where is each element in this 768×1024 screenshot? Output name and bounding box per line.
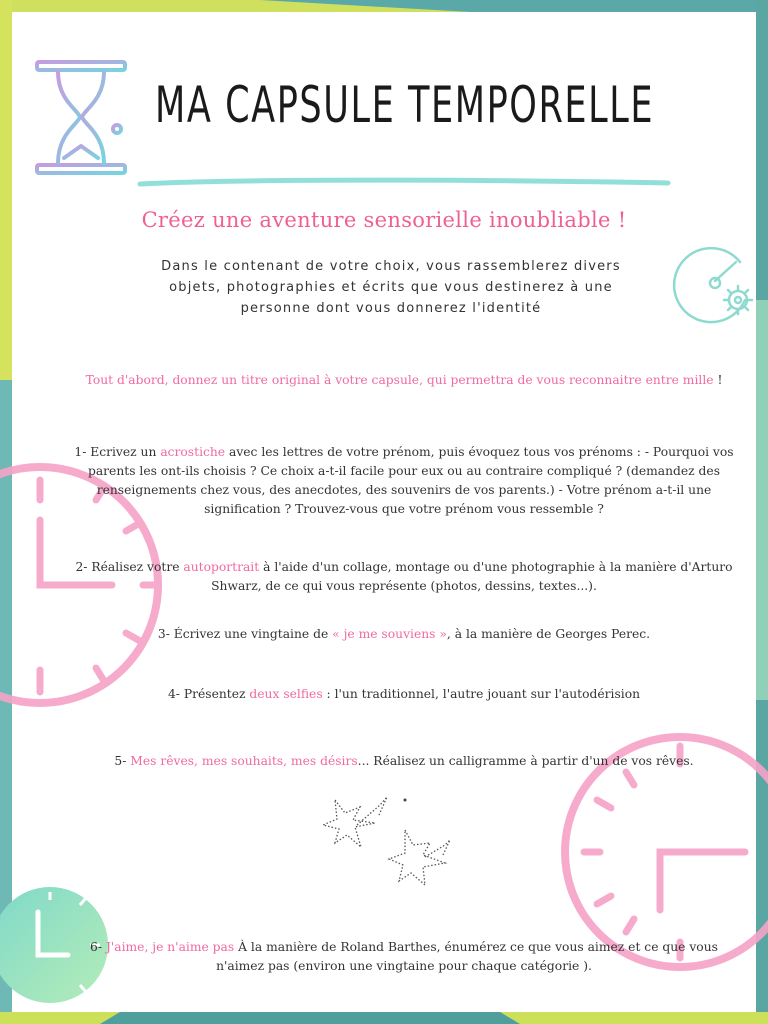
page-subtitle: Créez une aventure sensorielle inoubliable ! <box>141 208 627 232</box>
intro-text: Dans le contenant de votre choix, vous rassemblerez divers objets, photographies et écrits que vous destinerez à une personne dont vous donnerez l'identité <box>161 259 621 316</box>
step-4 <box>70 685 738 704</box>
body-text: 2- Réalisez votre <box>75 560 184 574</box>
birds-drawing <box>305 785 490 910</box>
step-2 <box>70 558 738 596</box>
body-text: 5- <box>114 754 131 768</box>
body-text: , à la manière de Georges Perec. <box>446 627 651 641</box>
step-1 <box>70 443 738 519</box>
body-text: 6- <box>90 940 106 954</box>
page-title: MA CAPSULE TEMPORELLE <box>155 76 655 134</box>
highlight-text: Mes rêves, mes souhaits, mes désirs <box>130 754 358 768</box>
instruction-title <box>70 371 738 390</box>
highlight-text: deux selfies <box>249 687 323 701</box>
body-text: 1- Ecrivez un <box>74 445 161 459</box>
step-5 <box>70 752 738 771</box>
highlight-text: Tout d'abord, donnez un titre original à votre capsule, qui permettra de vous reconnaitre entre mille <box>85 373 714 387</box>
body-text: 3- Écrivez une vingtaine de <box>157 627 333 641</box>
body-text: À la manière de Roland Barthes, énumérez ce que vous aimez et ce que vous n'aimez pas (environ une vingtaine pour chaque catégorie ). <box>216 940 718 973</box>
step-6 <box>70 938 738 976</box>
body-text: : l'un traditionnel, l'autre jouant sur l'autodérision <box>322 687 641 701</box>
body-text: ! <box>713 373 723 387</box>
highlight-text: « je me souviens » <box>332 627 447 641</box>
step-3 <box>70 625 738 644</box>
body-text: à l'aide d'un collage, montage ou d'une photographie à la manière d'Arturo Shwarz, de ce qui vous représente (photos, dessins, textes...). <box>211 560 733 593</box>
body-text: ... Réalisez un calligramme à partir d'un de vos rêves. <box>357 754 694 768</box>
highlight-text: autoportrait <box>183 560 260 574</box>
highlight-text: J'aime, je n'aime pas <box>105 940 235 954</box>
highlight-text: acrostiche <box>160 445 226 459</box>
body-text: 4- Présentez <box>167 687 250 701</box>
body-text: avec les lettres de votre prénom, puis évoquez tous vos prénoms : - Pourquoi vos parents les ont-ils choisis ? Ce choix a-t-il facile pour eux ou au contraire compliqué ? (demandez des renseignements chez vous, des anecdotes, des souvenirs de vos parents.) - Votre prénom a-t-il une signification ? Trouvez-vous que votre prénom vous ressemble ? <box>87 445 734 516</box>
